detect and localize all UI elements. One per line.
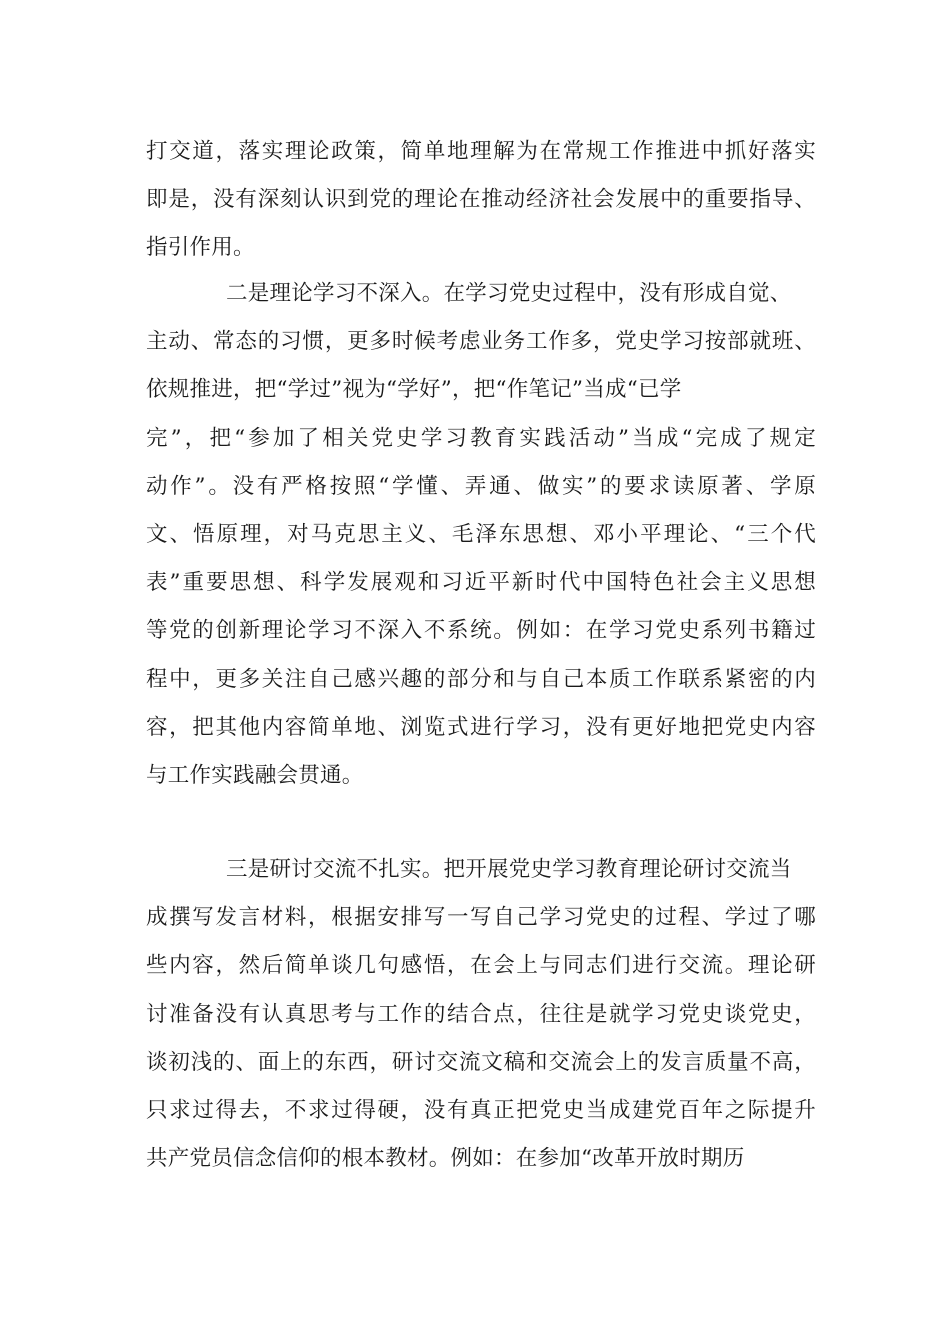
text-line: 表”重要思想、科学发展观和习近平新时代中国特色社会主义思想 (146, 570, 816, 596)
paragraph-1 (146, 128, 816, 273)
text-line: 等党的创新理论学习不深入不系统。例如：在学习党史系列书籍过 (146, 618, 816, 644)
text-line: 讨准备没有认真思考与工作的结合点，往往是就学习党史谈党史， (146, 1001, 816, 1027)
text-line: 指引作用。 (146, 235, 255, 261)
text-line: 只求过得去，不求过得硬，没有真正把党史当成建党百年之际提升 (146, 1097, 816, 1123)
text-line: 主动、常态的习惯，更多时候考虑业务工作多，党史学习按部就班、 (146, 329, 816, 355)
paragraph-2 (146, 270, 816, 800)
text-line: 三是研讨交流不扎实。把开展党史学习教育理论研讨交流当 (226, 857, 792, 882)
text-line: 程中，更多关注自己感兴趣的部分和与自己本质工作联系紧密的内 (146, 666, 816, 692)
text-line: 打交道，落实理论政策，简单地理解为在常规工作推进中抓好落实 (146, 139, 816, 164)
text-line: 与工作实践融会贯通。 (146, 762, 364, 788)
text-line: 成撰写发言材料，根据安排写一写自己学习党史的过程、学过了哪 (146, 905, 816, 931)
text-line: 谈初浅的、面上的东西，研讨交流文稿和交流会上的发言质量不高， (146, 1049, 816, 1075)
paragraph-3 (146, 846, 816, 1183)
text-line: 容，把其他内容简单地、浏览式进行学习，没有更好地把党史内容 (146, 714, 816, 740)
text-line: 依规推进，把“学过”视为“学好”，把“作笔记”当成“已学 (146, 377, 682, 403)
text-line: 即是，没有深刻认识到党的理论在推动经济社会发展中的重要指导、 (146, 187, 816, 213)
text-line: 完”，把“参加了相关党史学习教育实践活动”当成“完成了规定 (146, 425, 816, 451)
text-line: 共产党员信念信仰的根本教材。例如：在参加“改革开放时期历 (146, 1146, 745, 1172)
text-line: 动作”。没有严格按照“学懂、弄通、做实”的要求读原著、学原 (146, 473, 816, 499)
text-line: 些内容，然后简单谈几句感悟，在会上与同志们进行交流。理论研 (146, 953, 816, 979)
text-line: 文、悟原理，对马克思主义、毛泽东思想、邓小平理论、“三个代 (146, 521, 816, 547)
text-line: 二是理论学习不深入。在学习党史过程中，没有形成自觉、 (226, 281, 792, 306)
